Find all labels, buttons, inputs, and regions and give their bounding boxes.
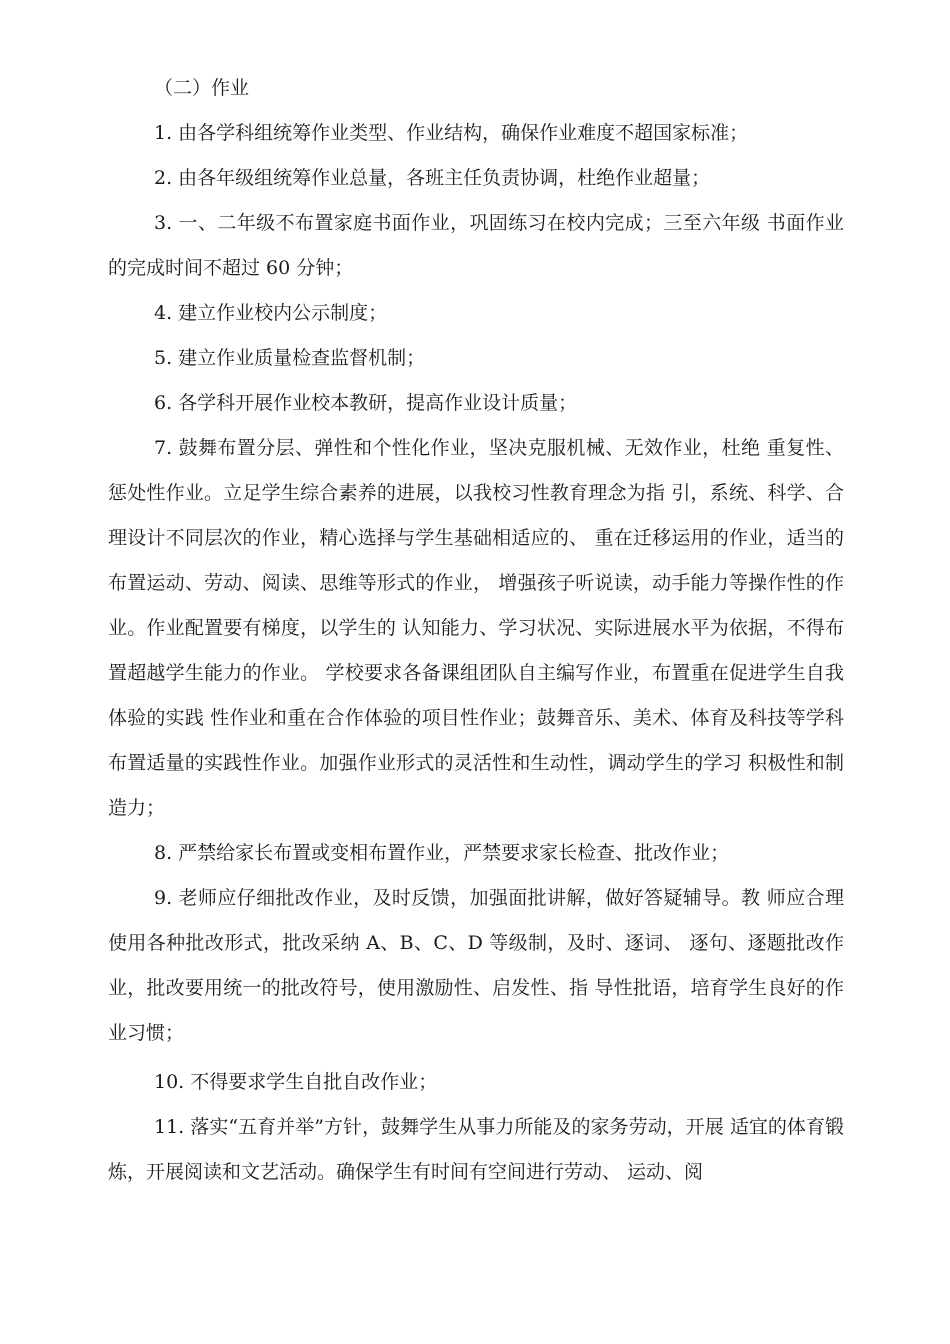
list-item: 1. 由各学科组统筹作业类型、作业结构，确保作业难度不超国家标准； — [154, 122, 749, 144]
list-item: 10. 不得要求学生自批自改作业； — [154, 1071, 438, 1093]
list-item: 8. 严禁给家长布置或变相布置作业，严禁要求家长检查、批改作业； — [154, 842, 730, 864]
list-item: 4. 建立作业校内公示制度； — [154, 302, 388, 324]
section-heading: （二）作业 — [154, 77, 250, 99]
list-item: 5. 建立作业质量检查监督机制； — [154, 347, 426, 369]
list-item: 9. 老师应仔细批改作业，及时反馈，加强面批讲解，做好答疑辅导。教 师应合理使用各种批改形式，批改采纳 A、B、C、D 等级制，及时、逐词、 逐句、逐题批改作业，批改要用统一的批改符号，使用激励性、启发性、指 导性批语，培育学生良好的作业习惯； — [108, 887, 844, 1044]
list-item: 11. 落实“五育并举”方针，鼓舞学生从事力所能及的家务劳动，开展 适宜的体育锻炼，开展阅读和文艺活动。确保学生有时间有空间进行劳动、 运动、阅 — [108, 1116, 844, 1183]
list-item: 2. 由各年级组统筹作业总量，各班主任负责协调，杜绝作业超量； — [154, 167, 711, 189]
list-item: 7. 鼓舞布置分层、弹性和个性化作业，坚决克服机械、无效作业，杜绝 重复性、惩处性作业。立足学生综合素养的进展，以我校习性教育理念为指 引，系统、科学、合理设计不同层次的作业，精心选择与学生基础相适应的、 重在迁移运用的作业，适当的布置运动、劳动、阅读、思维等形式的作业， 增强孩子听说读，动手能力等操作性的作业。作业配置要有梯度，以学生的 认知能力、学习状况、实际进展水平为依据，不得布置超越学生能力的作业。 学校要求各备课组团队自主编写作业，布置重在促进学生自我体验的实践 性作业和重在合作体验的项目性作业；鼓舞音乐、美术、体育及科技等学科 布置适量的实践性作业。加强作业形式的灵活性和生动性，调动学生的学习 积极性和制造力； — [108, 437, 844, 819]
list-item: 3. 一、二年级不布置家庭书面作业，巩固练习在校内完成；三至六年级 书面作业的完成时间不超过 60 分钟； — [108, 212, 844, 279]
list-item: 6. 各学科开展作业校本教研，提高作业设计质量； — [154, 392, 578, 414]
document-body — [108, 66, 844, 1195]
